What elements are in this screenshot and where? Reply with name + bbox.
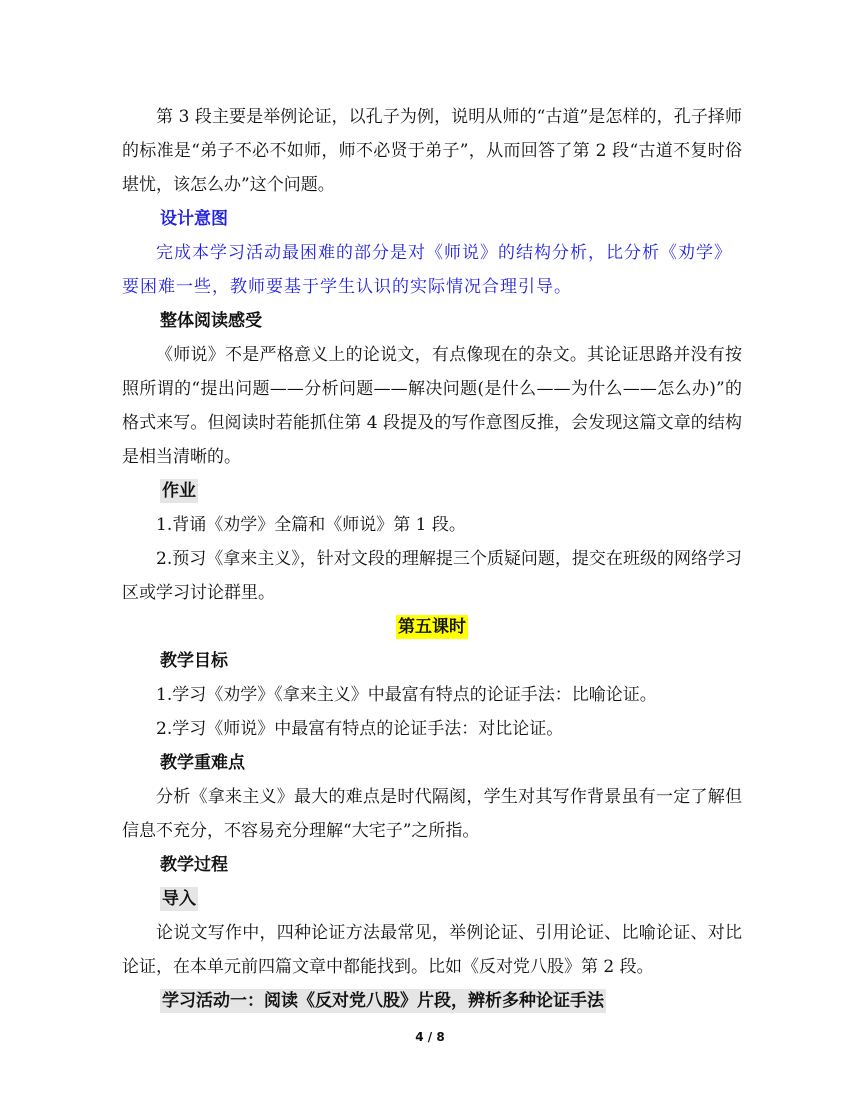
activity-one-heading-label: 学习活动一：阅读《反对党八股》片段，辨析多种论证手法 [162,991,604,1011]
paragraph-lesson-analysis: 第 3 段主要是举例论证，以孔子为例，说明从师的“古道”是怎样的，孔子择师的标准是“弟子不必不如师，师不必贤于弟子”，从而回答了第 2 段“古道不复时俗堪忧，该怎么办”这个问题。 [122,107,742,195]
intro-heading [122,882,742,916]
teaching-process-heading: 教学过程 [160,855,228,875]
homework-item-1: 1.背诵《劝学》全篇和《师说》第 1 段。 [156,515,466,535]
intro-text: 论说文写作中，四种论证方法最常见，举例论证、引用论证、比喻论证、对比论证，在本单元前四篇文章中都能找到。比如《反对党八股》第 2 段。 [122,923,742,977]
design-intent-heading: 设计意图 [160,209,228,229]
page-content [122,100,742,1018]
activity-one-heading [122,984,742,1018]
overall-reading-text: 《师说》不是严格意义上的论说文，有点像现在的杂文。其论证思路并没有按照所谓的“提出问题——分析问题——解决问题(是什么——为什么——怎么办)”的格式来写。但阅读时若能抓住第 4 段提及的写作意图反推，会发现这篇文章的结构是相当清晰的。 [122,345,742,467]
teaching-goal-1: 1.学习《劝学》《拿来主义》中最富有特点的论证手法：比喻论证。 [156,685,657,705]
teaching-goal-2: 2.学习《师说》中最富有特点的论证手法：对比论证。 [156,719,564,739]
design-intent-text: 完成本学习活动最困难的部分是对《师说》的结构分析，比分析《劝学》要困难一些，教师要基于学生认识的实际情况合理引导。 [122,243,732,297]
homework-item-2: 2.预习《拿来主义》，针对文段的理解提三个质疑问题，提交在班级的网络学习区或学习讨论群里。 [122,549,742,603]
lesson-five-title [122,610,742,644]
key-difficulty-text: 分析《拿来主义》最大的难点是时代隔阂，学生对其写作背景虽有一定了解但信息不充分，不容易充分理解“大宅子”之所指。 [122,787,742,841]
page-number: 4 / 8 [415,1030,445,1044]
homework-heading [122,474,742,508]
teaching-goals-heading: 教学目标 [160,651,228,671]
homework-heading-label: 作业 [162,481,196,501]
overall-reading-heading: 整体阅读感受 [160,311,262,331]
lesson-five-title-label: 第五课时 [398,617,466,637]
key-difficulty-heading: 教学重难点 [160,753,245,773]
intro-heading-label: 导入 [162,889,196,909]
